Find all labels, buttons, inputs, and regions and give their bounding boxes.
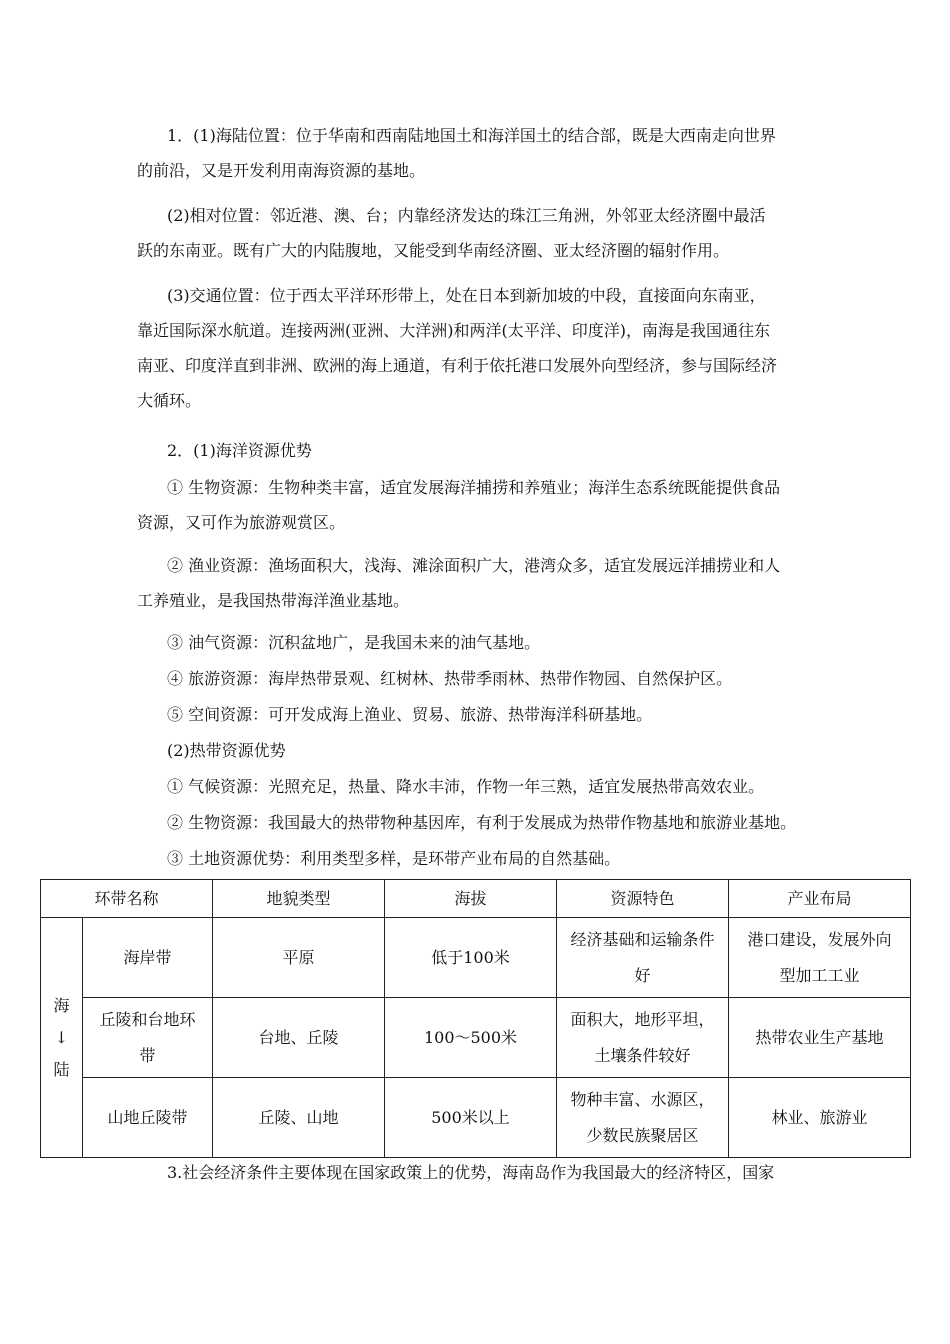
heading-ocean-resources (137, 433, 817, 468)
text-line: ② 生物资源：我国最大的热带物种基因库，有利于发展成为热带作物基地和旅游业基地。 (167, 813, 797, 832)
landform-cell: 平原 (213, 918, 385, 998)
sea-to-land-label: 海 ↓ 陆 (41, 918, 83, 1158)
zone-name-cell: 丘陵和台地环 带 (83, 998, 213, 1078)
text-line: ④ 旅游资源：海岸热带景观、红树林、热带季雨林、热带作物园、自然保护区。 (167, 669, 733, 688)
header-resource: 资源特色 (557, 880, 729, 918)
landform-cell: 台地、丘陵 (213, 998, 385, 1078)
text-line: 1．(1)海陆位置：位于华南和西南陆地国土和海洋国土的结合部，既是大西南走向世界 (167, 126, 776, 145)
down-arrow-icon: ↓ (54, 1027, 69, 1047)
text-line: (3)交通位置：位于西太平洋环形带上，处在日本到新加坡的中段，直接面向东南亚， (167, 286, 766, 305)
paragraph-bio-resources (137, 470, 817, 540)
resource-cell: 经济基础和运输条件 好 (557, 918, 729, 998)
paragraph-climate (137, 769, 817, 804)
text-line: 靠近国际深水航道。连接两洲(亚洲、大洋洲)和两洋(太平洋、印度洋)，南海是我国通往东 (137, 321, 770, 340)
paragraph-land (137, 841, 817, 876)
table-row (41, 998, 911, 1078)
header-zone-name: 环带名称 (41, 880, 213, 918)
paragraph-oil-gas (137, 625, 817, 660)
resource-cell: 物种丰富、水源区， 少数民族聚居区 (557, 1078, 729, 1158)
landform-cell: 丘陵、山地 (213, 1078, 385, 1158)
paragraph-bio-tropical (137, 805, 817, 840)
header-industry: 产业布局 (729, 880, 911, 918)
text-line: 的前沿，又是开发利用南海资源的基地。 (137, 161, 426, 180)
resource-cell: 面积大，地形平坦， 土壤条件较好 (557, 998, 729, 1078)
text-line: ① 气候资源：光照充足，热量、降水丰沛，作物一年三熟，适宜发展热带高效农业。 (167, 777, 765, 796)
text-line: ② 渔业资源：渔场面积大，浅海、滩涂面积广大，港湾众多，适宜发展远洋捕捞业和人 (167, 556, 781, 575)
header-landform: 地貌类型 (213, 880, 385, 918)
header-altitude: 海拔 (385, 880, 557, 918)
text-line: 资源，又可作为旅游观赏区。 (137, 513, 346, 532)
zone-name-cell: 山地丘陵带 (83, 1078, 213, 1158)
text-line: ③ 土地资源优势：利用类型多样，是环带产业布局的自然基础。 (167, 849, 621, 868)
paragraph-location-2 (137, 198, 817, 268)
paragraph-fishery-resources (137, 548, 817, 618)
paragraph-location-1 (137, 118, 817, 188)
text-line: 工养殖业，是我国热带海洋渔业基地。 (137, 591, 410, 610)
paragraph-tourism (137, 661, 817, 696)
table-row (41, 1078, 911, 1158)
paragraph-space (137, 697, 817, 732)
text-line: (2)热带资源优势 (167, 741, 286, 760)
text-line: 南亚、印度洋直到非洲、欧洲的海上通道，有利于依托港口发展外向型经济，参与国际经济 (137, 356, 778, 375)
table-row (41, 918, 911, 998)
text-line: ⑤ 空间资源：可开发成海上渔业、贸易、旅游、热带海洋科研基地。 (167, 705, 653, 724)
paragraph-location-3 (137, 278, 817, 418)
altitude-cell: 100～500米 (385, 998, 557, 1078)
altitude-cell: 500米以上 (385, 1078, 557, 1158)
industry-cell: 林业、旅游业 (729, 1078, 911, 1158)
text-line: 3.社会经济条件主要体现在国家政策上的优势，海南岛作为我国最大的经济特区，国家 (167, 1163, 775, 1182)
text-line: 大循环。 (137, 391, 202, 410)
industry-cell: 热带农业生产基地 (729, 998, 911, 1078)
text-line: (2)相对位置：邻近港、澳、台；内靠经济发达的珠江三角洲，外邻亚太经济圈中最活 (167, 206, 766, 225)
heading-tropical-resources (137, 733, 817, 768)
text-line: ③ 油气资源：沉积盆地广，是我国未来的油气基地。 (167, 633, 541, 652)
text-line: 跃的东南亚。既有广大的内陆腹地，又能受到华南经济圈、亚太经济圈的辐射作用。 (137, 241, 730, 260)
industry-cell: 港口建设，发展外向 型加工工业 (729, 918, 911, 998)
text-line: 2．(1)海洋资源优势 (167, 441, 312, 460)
text-line: ① 生物资源：生物种类丰富，适宜发展海洋捕捞和养殖业；海洋生态系统既能提供食品 (167, 478, 781, 497)
zone-name-cell: 海岸带 (83, 918, 213, 998)
altitude-cell: 低于100米 (385, 918, 557, 998)
paragraph-social-economic (137, 1155, 817, 1190)
table-header-row (41, 880, 911, 918)
ring-zone-table (40, 879, 911, 1158)
